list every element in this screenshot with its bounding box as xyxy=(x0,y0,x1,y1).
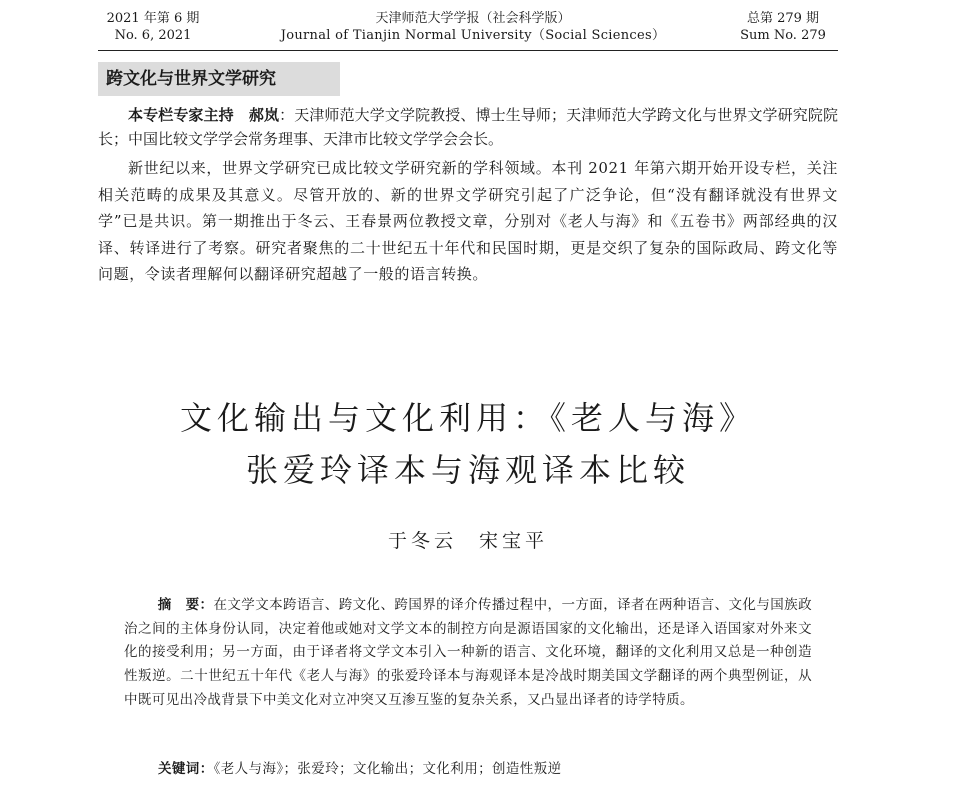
issue-cn: 2021 年第 6 期 xyxy=(106,11,200,26)
keywords-text: 《老人与海》；张爱玲；文化输出；文化利用；创造性叛逆 xyxy=(213,761,562,777)
column-intro: 新世纪以来，世界文学研究已成比较文学研究新的学科领域。本刊 2021 年第六期开始开设专栏，关注相关范畴的成果及其意义。尽管开放的、新的世界文学研究引起了广泛争论，但“没有翻译就没有世界文学”已是共识。第一期推出于冬云、王春景两位教授文章，分别对《老人与海》和《五卷书》两部经典的汉译、转译进行了考察。研究者聚焦的二十世纪五十年代和民国时期，更是交织了复杂的国际政局、跨文化等问题，令读者理解何以翻译研究超越了一般的语言转换。 xyxy=(98,159,838,284)
journal-name xyxy=(268,10,678,44)
issue-en: No. 6, 2021 xyxy=(114,28,192,43)
title-line-1: 文化输出与文化利用：《老人与海》 xyxy=(179,399,756,437)
column-host-note xyxy=(98,103,838,151)
article-title xyxy=(98,392,838,496)
abstract-label: 摘 要： xyxy=(157,597,214,613)
total-issue-cn: 总第 279 期 xyxy=(746,11,820,26)
section-tag: 跨文化与世界文学研究 xyxy=(98,62,340,96)
journal-name-en: Journal of Tianjin Normal University（Social Sciences） xyxy=(280,28,666,43)
abstract xyxy=(124,594,812,713)
keywords-label: 关键词： xyxy=(158,761,214,777)
host-label: 本专栏专家主持 郝岚 xyxy=(128,106,280,124)
title-line-2: 张爱玲译本与海观译本比较 xyxy=(245,451,690,489)
abstract-text: 在文学文本跨语言、跨文化、跨国界的译介传播过程中，一方面，译者在两种语言、文化与国族政治之间的主体身份认同，决定着他或她对文学文本的制控方向是源语国家的文化输出，还是译入语国家对外来文化的接受利用；另一方面，由于译者将文学文本引入一种新的语言、文化环境，翻译的文化利用又总是一种创造性叛逆。二十世纪五十年代《老人与海》的张爱玲译本与海观译本是冷战时期美国文学翻译的两个典型例证，从中既可见出冷战背景下中美文化对立冲突又互渗互鉴的复杂关系，又凸显出译者的诗学特质。 xyxy=(124,597,812,708)
total-issue-en: Sum No. 279 xyxy=(740,28,826,43)
authors xyxy=(98,526,838,553)
host-text: ：天津师范大学文学院教授、博士生导师；天津师范大学跨文化与世界文学研究院院长；中国比较文学学会常务理事、天津市比较文学学会会长。 xyxy=(98,106,838,148)
author-2: 宋宝平 xyxy=(479,530,549,552)
journal-name-cn: 天津师范大学学报（社会科学版） xyxy=(375,11,571,26)
issue-info xyxy=(98,10,208,44)
journal-header xyxy=(98,10,838,51)
keywords xyxy=(158,758,818,780)
author-1: 于冬云 xyxy=(387,530,457,552)
total-issue-info xyxy=(728,10,838,44)
